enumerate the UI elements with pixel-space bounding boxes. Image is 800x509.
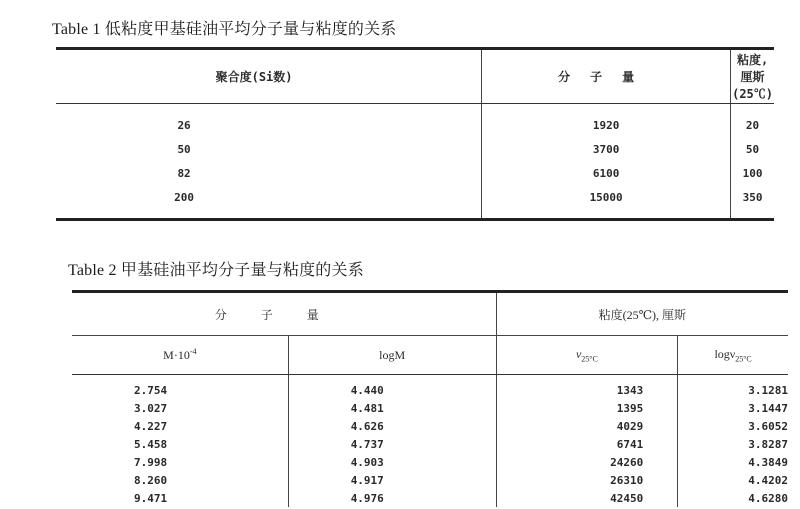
table2-cell: 4.737	[288, 435, 496, 453]
table-row	[56, 185, 774, 220]
table2-group-header-row	[72, 292, 788, 336]
table1-cell: 20	[745, 118, 760, 132]
table2-cell: 4.3849	[748, 455, 788, 469]
viscosity-header-main: ν	[575, 346, 582, 361]
table1-cell: 50	[56, 137, 482, 161]
table1-cell: 26	[56, 104, 482, 138]
table2-header-viscosity	[496, 336, 678, 375]
table-row	[72, 375, 788, 400]
table1-cell: 82	[56, 161, 482, 185]
table-row	[72, 399, 788, 417]
table2-cell: 5.458	[72, 435, 288, 453]
table-row	[72, 471, 788, 489]
table1-cell: 6100	[482, 161, 731, 185]
table1-cell: 200	[56, 185, 482, 220]
table1-header-viscosity: 粘度,厘斯(25℃)	[731, 49, 774, 104]
table2-header-log-viscosity	[678, 336, 788, 375]
table1-cell: 1920	[482, 104, 731, 138]
table2-cell: 7.998	[72, 453, 288, 471]
table-row	[72, 435, 788, 453]
table2-cell: 6741	[496, 435, 678, 453]
table1-cell: 50	[745, 142, 760, 156]
table-row	[56, 161, 774, 185]
table2-cell: 1343	[496, 375, 678, 400]
table2-cell: 4.481	[288, 399, 496, 417]
table2-cell: 24260	[496, 453, 678, 471]
table-row	[72, 453, 788, 471]
log-viscosity-header-sub: 25°C	[735, 354, 752, 364]
table2-cell: 3.6052	[748, 419, 788, 433]
table2-cell: 4.976	[288, 489, 496, 507]
table1	[56, 47, 774, 221]
table2-cell: 8.260	[72, 471, 288, 489]
table-row	[72, 417, 788, 435]
table2-cell: 26310	[496, 471, 678, 489]
viscosity-header-sub: 25°C	[581, 354, 598, 364]
table2-column-header-row	[72, 336, 788, 375]
table2-group-molecular-weight: 分子量	[72, 292, 496, 336]
table2-cell: 4029	[496, 417, 678, 435]
table2-cell: 3.1281	[748, 383, 788, 397]
mass-header-exponent: -4	[189, 347, 197, 356]
table2	[72, 290, 788, 507]
table1-cell: 15000	[482, 185, 731, 220]
table2-cell: 4.626	[288, 417, 496, 435]
table2-cell: 4.6280	[748, 491, 788, 505]
table2-cell: 4.4202	[748, 473, 788, 487]
table1-cell: 3700	[482, 137, 731, 161]
table2-cell: 4.917	[288, 471, 496, 489]
table2-cell: 42450	[496, 489, 678, 507]
table2-cell: 4.440	[288, 375, 496, 400]
table2-group-viscosity: 粘度(25℃), 厘斯	[496, 292, 788, 336]
mass-header-main: M·10	[163, 348, 190, 362]
table1-cell: 350	[742, 190, 763, 204]
table2-cell: 4.227	[72, 417, 288, 435]
table1-header-row	[56, 49, 774, 104]
table1-cell: 100	[742, 166, 763, 180]
table1-header-degree: 聚合度(Si数)	[56, 49, 482, 104]
table2-cell: 3.8287	[748, 437, 788, 451]
table-row	[72, 489, 788, 507]
table1-caption: Table 1 低粘度甲基硅油平均分子量与粘度的关系	[52, 21, 397, 38]
table2-cell: 3.1447	[748, 401, 788, 415]
table2-cell: 3.027	[72, 399, 288, 417]
table2-header-logm: logM	[288, 336, 496, 375]
table1-header-molecular-weight: 分子量	[482, 49, 731, 104]
table2-cell: 2.754	[72, 375, 288, 400]
table2-cell: 1395	[496, 399, 678, 417]
table2-caption: Table 2 甲基硅油平均分子量与粘度的关系	[68, 262, 364, 279]
log-viscosity-header-main: logν	[714, 346, 736, 361]
table2-header-mass	[72, 336, 288, 375]
table2-cell: 9.471	[72, 489, 288, 507]
table2-cell: 4.903	[288, 453, 496, 471]
table-row	[56, 104, 774, 138]
table-row	[56, 137, 774, 161]
